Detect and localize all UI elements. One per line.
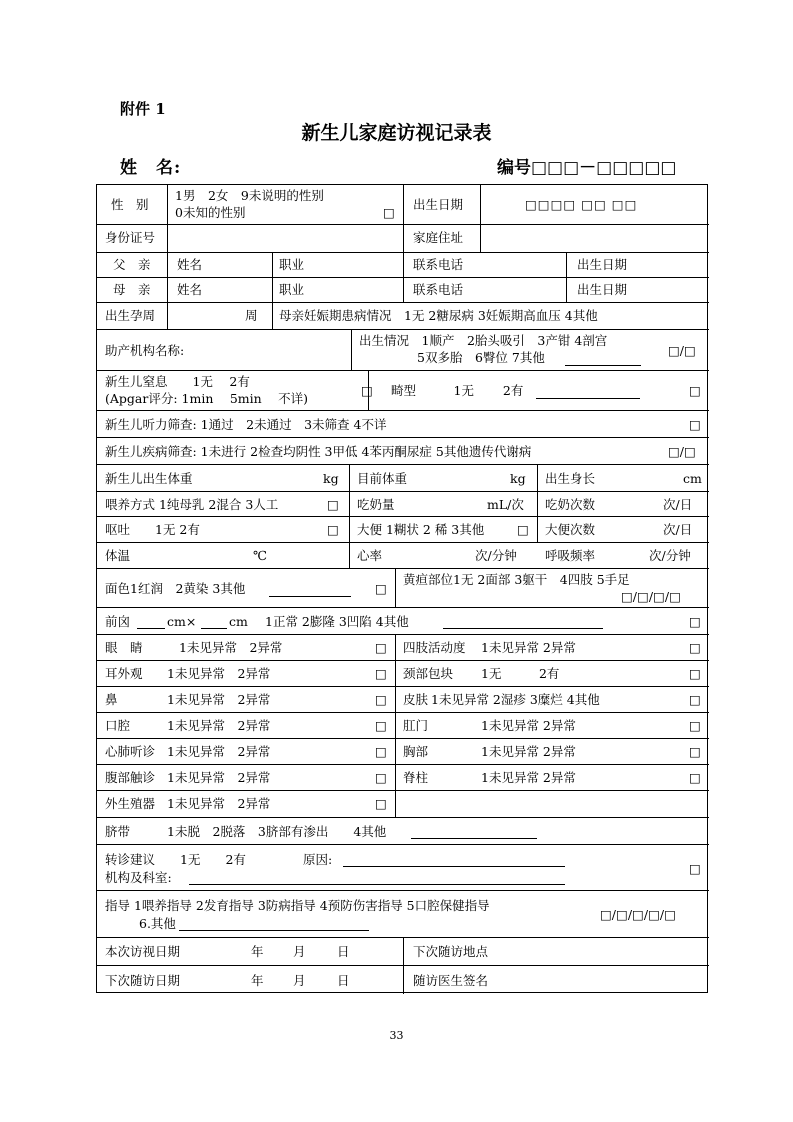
next-visit-day: 日 [337,973,350,988]
father-phone-label: 联系电话 [413,257,464,272]
deformity-checkbox[interactable]: □ [689,383,701,398]
visit-record-form [96,184,708,993]
referral-label: 转诊建议 1无 2有 [105,852,246,867]
gender-checkbox[interactable]: □ [383,205,395,220]
gestation-label: 出生孕周 [105,308,156,323]
this-visit-month: 月 [293,944,306,959]
eyes-checkbox[interactable]: □ [375,640,387,655]
birth-situation-checkbox[interactable]: □/□ [668,343,696,358]
form-title: 新生儿家庭访视记录表 [301,122,492,144]
skin-options: 1未见异常 2湿疹 3糜烂 4其他 [431,692,600,707]
father-label: 父 亲 [113,257,151,272]
chest-label: 胸部 [403,744,429,759]
birth-weight-unit: kg [323,471,339,486]
disease-checkbox[interactable]: □/□ [668,444,696,459]
mouth-label: 口腔 [105,718,131,733]
nose-checkbox[interactable]: □ [375,692,387,707]
doctor-signature-label: 随访医生签名 [413,973,489,988]
spine-label: 脊柱 [403,770,429,785]
fontanel-cm2: cm [229,614,248,629]
apgar-score-label: (Apgar评分: 1min 5min 不详) [105,391,309,406]
jaundice-checkbox[interactable]: □/□/□/□ [621,589,681,604]
genitals-checkbox[interactable]: □ [375,796,387,811]
genitals-label: 外生殖器 [105,796,156,811]
birth-length-label: 出生身长 [545,471,596,486]
umbilical-label: 脐带 [105,824,131,839]
this-visit-date-label: 本次访视日期 [105,944,181,959]
guidance-other: 6.其他 [139,916,176,931]
vomit-checkbox[interactable]: □ [327,522,339,537]
guidance-checkbox[interactable]: □/□/□/□/□ [600,907,676,922]
feeding-times-label: 吃奶次数 [545,497,596,512]
vomit-label: 呕吐 1无 2有 [105,522,200,537]
this-visit-day: 日 [337,944,350,959]
neck-mass-label: 颈部包块 [403,666,454,681]
hearing-checkbox[interactable]: □ [689,417,701,432]
umbilical-options: 1未脱 2脱落 3脐部有渗出 4其他 [167,824,387,839]
feeding-mode: 喂养方式 1纯母乳 2混合 3人工 [105,497,279,512]
heart-lung-options: 1未见异常 2异常 [167,744,271,759]
name-label: 姓 名: [120,158,182,178]
chest-options: 1未见异常 2异常 [481,744,576,759]
stool-times-unit: 次/日 [663,522,693,537]
next-visit-date-label: 下次随访日期 [105,973,181,988]
nose-label: 鼻 [105,692,118,707]
temperature-unit: ℃ [253,548,267,563]
anus-checkbox[interactable]: □ [689,718,701,733]
gender-options: 1男 2女 9未说明的性别 [175,188,324,203]
this-visit-year: 年 [251,944,264,959]
asphyxia-checkbox[interactable]: □ [361,383,373,398]
mother-birth-label: 出生日期 [577,282,628,297]
mother-name-label: 姓名 [177,282,203,297]
skin-label: 皮肤 [403,692,429,707]
attachment-label: 附件 1 [120,100,166,118]
hearing-screening: 新生儿听力筛查: 1通过 2未通过 3未筛查 4不详 [105,417,387,432]
birth-date-boxes[interactable]: □□□□ □□ □□ [525,197,638,212]
current-weight-label: 目前体重 [357,471,408,486]
heart-lung-checkbox[interactable]: □ [375,744,387,759]
eyes-label: 眼 睛 [105,640,143,655]
fontanel-cm1: cm× [167,614,197,629]
chest-checkbox[interactable]: □ [689,744,701,759]
jaundice-location: 黄疸部位1无 2面部 3躯干 4四肢 5手足 [403,572,630,587]
mother-label: 母 亲 [113,282,151,297]
abdomen-label: 腹部触诊 [105,770,156,785]
father-job-label: 职业 [279,257,305,272]
limbs-checkbox[interactable]: □ [689,640,701,655]
spine-checkbox[interactable]: □ [689,770,701,785]
birth-length-unit: cm [683,471,702,486]
milk-amount-unit: mL/次 [487,497,524,512]
current-weight-unit: kg [510,471,526,486]
heart-lung-label: 心肺听诊 [105,744,156,759]
fontanel-options: 1正常 2膨隆 3凹陷 4其他 [265,614,409,629]
birth-weight-label: 新生儿出生体重 [105,471,193,486]
heart-rate-unit: 次/分钟 [475,548,517,563]
gestation-unit: 周 [245,308,258,323]
stool-checkbox[interactable]: □ [517,522,529,537]
birth-situation-options-2: 5双多胎 6臀位 7其他 [417,350,545,365]
disease-screening: 新生儿疾病筛查: 1未进行 2检查均阴性 3甲低 4苯丙酮尿症 5其他遗传代谢病 [105,444,532,459]
mother-phone-label: 联系电话 [413,282,464,297]
referral-institution-label: 机构及科室: [105,870,172,885]
feeding-times-unit: 次/日 [663,497,693,512]
next-visit-place-label: 下次随访地点 [413,944,489,959]
asphyxia-label: 新生儿窒息 1无 2有 [105,374,250,389]
referral-checkbox[interactable]: □ [689,861,701,876]
complexion-label: 面色1红润 2黄染 3其他 [105,581,246,596]
next-visit-month: 月 [293,973,306,988]
page-number: 33 [389,1029,404,1042]
milk-amount-label: 吃奶量 [357,497,395,512]
ears-label: 耳外观 [105,666,143,681]
nose-options: 1未见异常 2异常 [167,692,271,707]
genitals-options: 1未见异常 2异常 [167,796,271,811]
abdomen-checkbox[interactable]: □ [375,770,387,785]
gender-label: 性 别 [111,197,149,212]
mouth-options: 1未见异常 2异常 [167,718,271,733]
father-birth-label: 出生日期 [577,257,628,272]
home-address-label: 家庭住址 [413,230,464,245]
neck-mass-checkbox[interactable]: □ [689,666,701,681]
fontanel-checkbox[interactable]: □ [689,614,701,629]
mother-job-label: 职业 [279,282,305,297]
limbs-options: 1未见异常 2异常 [481,640,576,655]
limbs-label: 四肢活动度 [403,640,466,655]
gender-options-unknown: 0未知的性别 [175,205,246,220]
skin-checkbox[interactable]: □ [689,692,701,707]
father-name-label: 姓名 [177,257,203,272]
abdomen-options: 1未见异常 2异常 [167,770,271,785]
next-visit-year: 年 [251,973,264,988]
mouth-checkbox[interactable]: □ [375,718,387,733]
code-label: 编号□□□－□□□□□ [497,158,677,178]
institution-label: 助产机构名称: [105,343,185,358]
feeding-checkbox[interactable]: □ [327,497,339,512]
birth-situation-options: 出生情况 1顺产 2胎头吸引 3产钳 4剖宫 [359,333,608,348]
referral-reason-label: 原因: [303,852,333,867]
deformity-label: 畸型 1无 2有 [391,383,524,398]
stool-type: 大便 1糊状 2 稀 3其他 [357,522,485,537]
anus-options: 1未见异常 2异常 [481,718,576,733]
complexion-checkbox[interactable]: □ [375,581,387,596]
ears-checkbox[interactable]: □ [375,666,387,681]
guidance-options: 指导 1喂养指导 2发育指导 3防病指导 4预防伤害指导 5口腔保健指导 [105,898,490,913]
eyes-options: 1未见异常 2异常 [179,640,283,655]
mother-illness-options: 母亲妊娠期患病情况 1无 2糖尿病 3妊娠期高血压 4其他 [279,308,598,323]
anus-label: 肛门 [403,718,429,733]
stool-times-label: 大便次数 [545,522,596,537]
ears-options: 1未见异常 2异常 [167,666,271,681]
respiration-label: 呼吸频率 [545,548,596,563]
birth-date-label: 出生日期 [413,197,464,212]
respiration-unit: 次/分钟 [649,548,691,563]
heart-rate-label: 心率 [357,548,383,563]
temperature-label: 体温 [105,548,131,563]
neck-mass-options: 1无 2有 [481,666,560,681]
spine-options: 1未见异常 2异常 [481,770,576,785]
fontanel-label: 前囟 [105,614,131,629]
id-number-label: 身份证号 [105,230,156,245]
